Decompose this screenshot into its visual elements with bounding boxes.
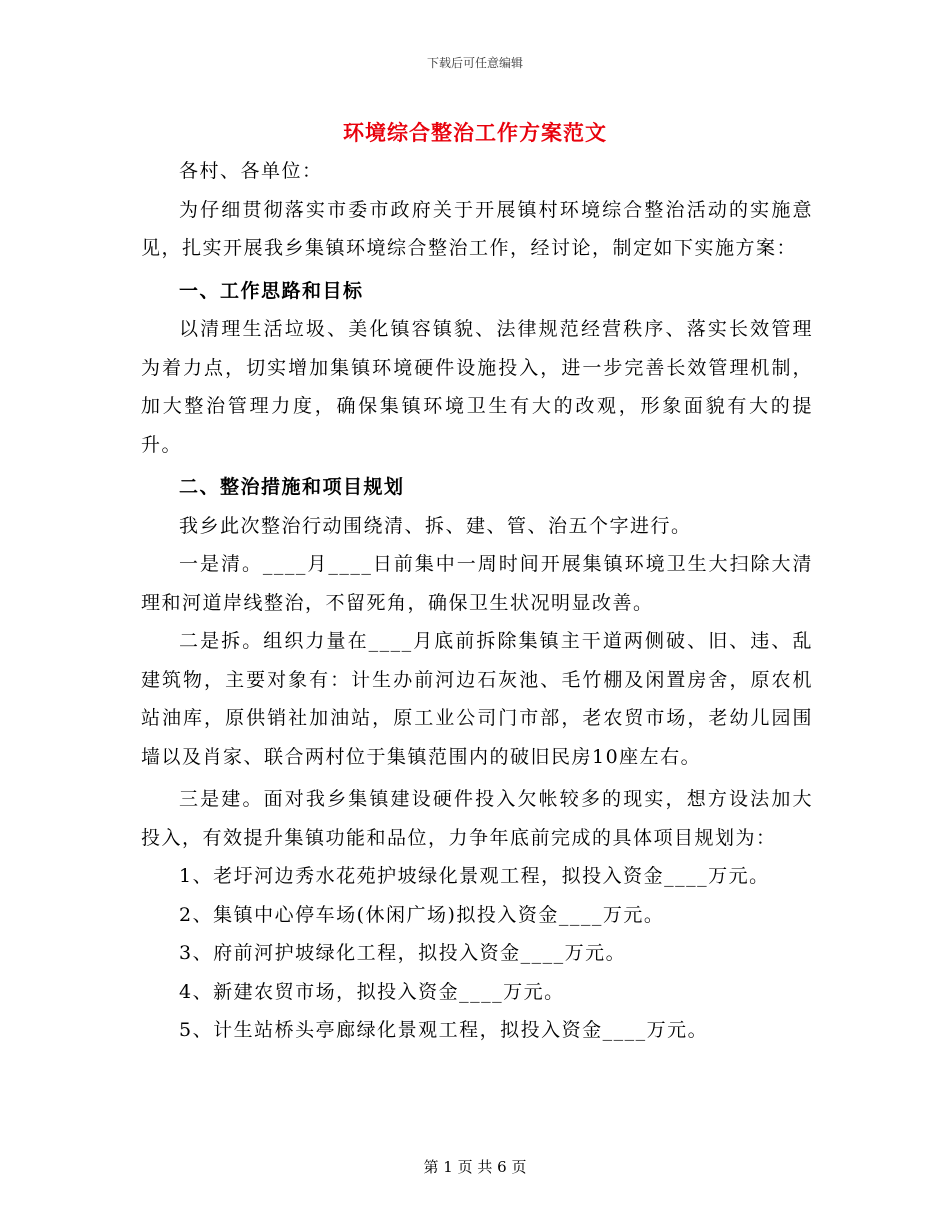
paragraph-qing: 一是清。____月____日前集中一周时间开展集镇环境卫生大扫除大清理和河道岸线整治，不留死角，确保卫生状况明显改善。 [141, 553, 813, 614]
project-item-2: 2、集镇中心停车场(休闲广场)拟投入资金____万元。 [179, 903, 665, 926]
section2-heading: 二、整治措施和项目规划 [179, 476, 405, 498]
section1-heading: 一、工作思路和目标 [179, 279, 364, 302]
page-footer: 第 1 页 共 6 页 [423, 1158, 527, 1176]
paragraph-jian: 三是建。面对我乡集镇建设硬件投入欠帐较多的现实，想方设法加大投入，有效提升集镇功能和品位，力争年底前完成的具体项目规划为： [141, 788, 813, 849]
document-title: 环境综合整治工作方案范文 [343, 120, 607, 145]
project-item-4: 4、新建农贸市场，拟投入资金____万元。 [179, 980, 565, 1003]
salutation: 各村、各单位： [179, 160, 323, 182]
project-item-3: 3、府前河护坡绿化工程，拟投入资金____万元。 [179, 942, 627, 964]
intro-paragraph: 为仔细贯彻落实市委市政府关于开展镇村环境综合整治活动的实施意见，扎实开展我乡集镇环境综合整治工作，经讨论，制定如下实施方案： [141, 198, 813, 259]
page-header: 下载后可任意编辑 [426, 56, 523, 70]
section2-intro: 我乡此次整治行动围绕清、拆、建、管、治五个字进行。 [179, 514, 692, 537]
project-item-1: 1、老圩河边秀水花苑护坡绿化景观工程，拟投入资金____万元。 [179, 865, 770, 887]
document-body [141, 152, 813, 1050]
section1-paragraph: 以清理生活垃圾、美化镇容镇貌、法律规范经营秩序、落实长效管理为着力点，切实增加集镇环境硬件设施投入，进一步完善长效管理机制，加大整治管理力度，确保集镇环境卫生有大的改观，形象面貌有大的提升。 [141, 318, 813, 456]
project-item-5: 5、计生站桥头亭廊绿化景观工程，拟投入资金____万元。 [179, 1019, 709, 1041]
paragraph-chai: 二是拆。组织力量在____月底前拆除集镇主干道两侧破、旧、违、乱建筑物，主要对象有：计生办前河边石灰池、毛竹棚及闲置房舍，原农机站油库，原供销社加油站，原工业公司门市部，老农贸市场，老幼儿园围墙以及肖家、联合两村位于集镇范围内的破旧民房10座左右。 [141, 630, 813, 768]
